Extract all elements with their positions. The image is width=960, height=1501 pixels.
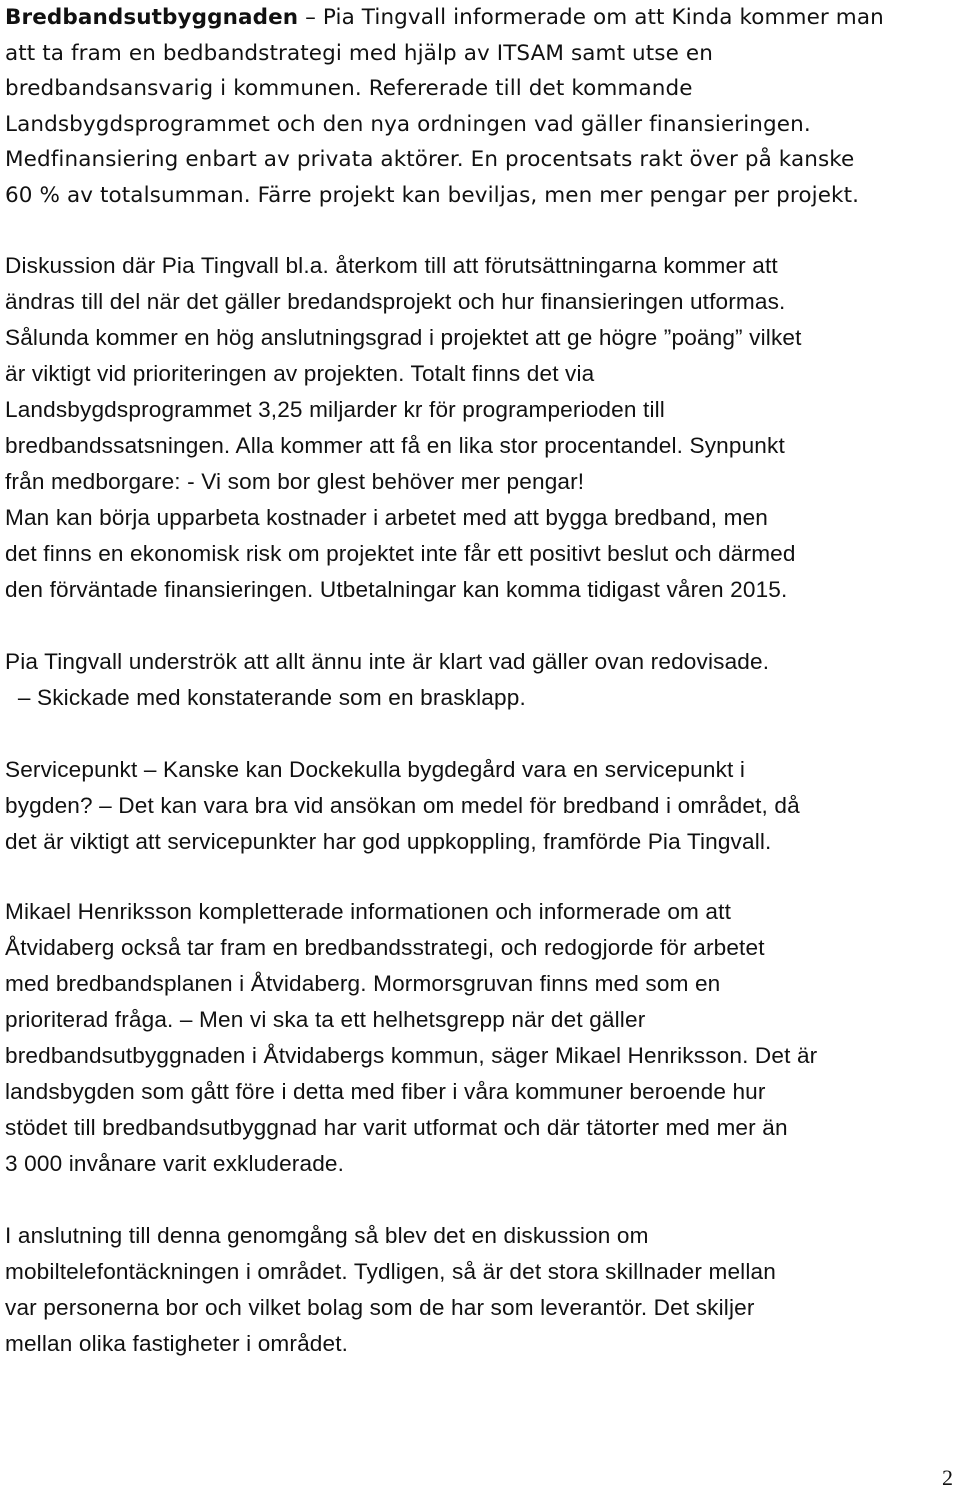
text-line: Mikael Henriksson kompletterade informationen och informerade om att (5, 899, 732, 924)
paragraph-mobile-coverage (5, 1218, 955, 1362)
text-line: landsbygden som gått före i detta med fiber i våra kommuner beroende hur (5, 1079, 766, 1104)
text-line: mellan olika fastigheter i området. (5, 1331, 349, 1356)
text-line: prioriterad fråga. – Men vi ska ta ett helhetsgrepp när det gäller (5, 1007, 646, 1032)
text-line: bredbandsansvarig i kommunen. Refererade till det kommande (5, 76, 693, 101)
text-line: bredbandssatsningen. Alla kommer att få en lika stor procentandel. Synpunkt (5, 433, 785, 458)
text-line (5, 0, 955, 36)
text-line: 3 000 invånare varit exkluderade. (5, 1151, 345, 1176)
text-line: 60 % av totalsumman. Färre projekt kan beviljas, men mer pengar per projekt. (5, 182, 860, 208)
text-line: bygden? – Det kan vara bra vid ansökan om medel för bredband i området, då (5, 793, 800, 818)
text-line: stödet till bredbandsutbyggnad har varit utformat och där tätorter med mer än (5, 1115, 788, 1140)
text-line-fragment: – Pia Tingvall informerade om att Kinda kommer man (298, 5, 884, 30)
text-line: ändras till del när det gäller bredandsprojekt och hur finansieringen utformas. (5, 289, 786, 314)
page-number: 2 (942, 1465, 953, 1490)
paragraph-mikael-henriksson (5, 894, 955, 1182)
text-line: Medfinansiering enbart av privata aktörer. En procentsats rakt över på kanske (5, 147, 855, 172)
paragraph-service-point (5, 752, 955, 860)
text-line: – Skickade med konstaterande som en brasklapp. (5, 685, 526, 710)
text-line: mobiltelefontäckningen i området. Tydligen, så är det stora skillnader mellan (5, 1259, 776, 1284)
text-line: Sålunda kommer en hög anslutningsgrad i projektet att ge högre ”poäng” vilket (5, 325, 802, 350)
text-line: det är viktigt att servicepunkter har god uppkoppling, framförde Pia Tingvall. (5, 829, 772, 854)
text-line: I anslutning till denna genomgång så blev det en diskussion om (5, 1223, 649, 1248)
section-heading: Bredbandsutbyggnaden (5, 5, 299, 30)
text-line: Man kan börja upparbeta kostnader i arbetet med att bygga bredband, men (5, 505, 769, 530)
text-line: Landsbygdsprogrammet 3,25 miljarder kr för programperioden till (5, 397, 665, 422)
text-line: att ta fram en bedbandstrategi med hjälp av ITSAM samt utse en (5, 40, 713, 66)
text-line: den förväntade finansieringen. Utbetalningar kan komma tidigast våren 2015. (5, 577, 788, 602)
text-line: är viktigt vid prioriteringen av projekten. Totalt finns det via (5, 361, 595, 386)
paragraph-discussion (5, 248, 955, 608)
text-line: Pia Tingvall underströk att allt ännu inte är klart vad gäller ovan redovisade. (5, 649, 770, 674)
text-line: Servicepunkt – Kanske kan Dockekulla bygdegård vara en servicepunkt i (5, 757, 746, 782)
text-line: det finns en ekonomisk risk om projektet inte får ett positivt beslut och därmed (5, 541, 796, 566)
text-line: bredbandsutbyggnaden i Åtvidabergs kommun, säger Mikael Henriksson. Det är (5, 1043, 818, 1068)
text-line: Landsbygdsprogrammet och den nya ordningen vad gäller finansieringen. (5, 111, 811, 137)
text-line: Åtvidaberg också tar fram en bredbandsstrategi, och redogjorde för arbetet (5, 935, 765, 960)
paragraph-broadband-expansion (5, 0, 955, 213)
paragraph-pia-tingvall (5, 644, 955, 716)
text-line: var personerna bor och vilket bolag som de har som leverantör. Det skiljer (5, 1295, 755, 1320)
text-line: med bredbandsplanen i Åtvidaberg. Mormorsgruvan finns med som en (5, 971, 721, 996)
text-line: Diskussion där Pia Tingvall bl.a. återkom till att förutsättningarna kommer att (5, 253, 778, 278)
text-line: från medborgare: - Vi som bor glest behöver mer pengar! (5, 469, 585, 494)
